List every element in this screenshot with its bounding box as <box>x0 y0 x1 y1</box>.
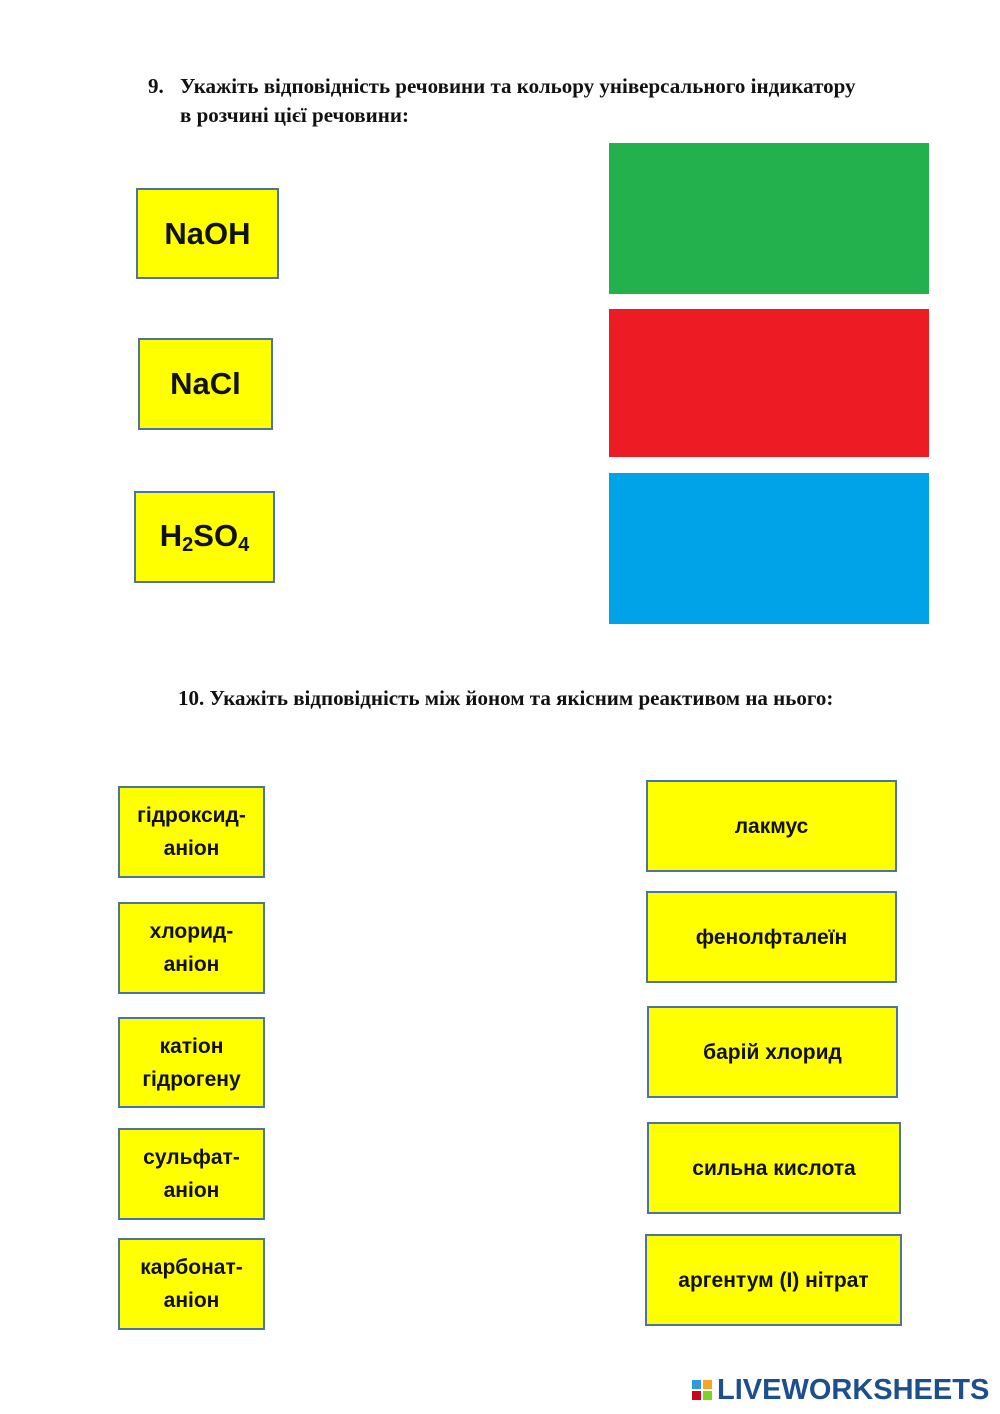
logo-icon <box>692 1380 712 1400</box>
task9-text: Укажіть відповідність речовини та кольору універсального індикатору в розчині цієї речовини: <box>180 74 856 127</box>
ion-hydroxide[interactable]: гідроксид- аніон <box>118 786 265 878</box>
color-red[interactable] <box>609 309 929 457</box>
substance-naoh[interactable] <box>136 188 279 279</box>
ion-hydrogen-cation[interactable]: катіон гідрогену <box>118 1017 265 1108</box>
reagent-strong-acid[interactable]: сильна кислота <box>647 1122 901 1214</box>
liveworksheets-logo <box>692 1373 989 1407</box>
substance-label: NaCl <box>170 366 241 401</box>
ion-chloride[interactable]: хлорид- аніон <box>118 902 265 994</box>
substance-label: $H_2SO_4$ <box>159 517 250 556</box>
reagent-silver-nitrate[interactable]: аргентум (І) нітрат <box>645 1234 902 1326</box>
ion-carbonate[interactable]: карбонат- аніон <box>118 1238 265 1330</box>
ion-sulfate[interactable]: сульфат- аніон <box>118 1128 265 1220</box>
reagent-phenolphthalein[interactable]: фенолфталеїн <box>646 891 897 983</box>
substance-label: NaOH <box>164 215 251 251</box>
substance-h2so4[interactable] <box>134 491 275 583</box>
task9-question <box>148 72 868 130</box>
color-blue[interactable] <box>609 473 929 624</box>
task9-number: 9. <box>148 74 164 98</box>
task10-question: 10. Укажіть відповідність між йоном та якісним реактивом на нього: <box>178 686 834 710</box>
logo-text: LIVEWORKSHEETS <box>717 1373 990 1406</box>
reagent-litmus[interactable]: лакмус <box>646 780 897 872</box>
substance-nacl[interactable] <box>138 338 273 430</box>
color-green[interactable] <box>609 143 929 294</box>
reagent-barium-chloride[interactable]: барій хлорид <box>647 1006 898 1098</box>
